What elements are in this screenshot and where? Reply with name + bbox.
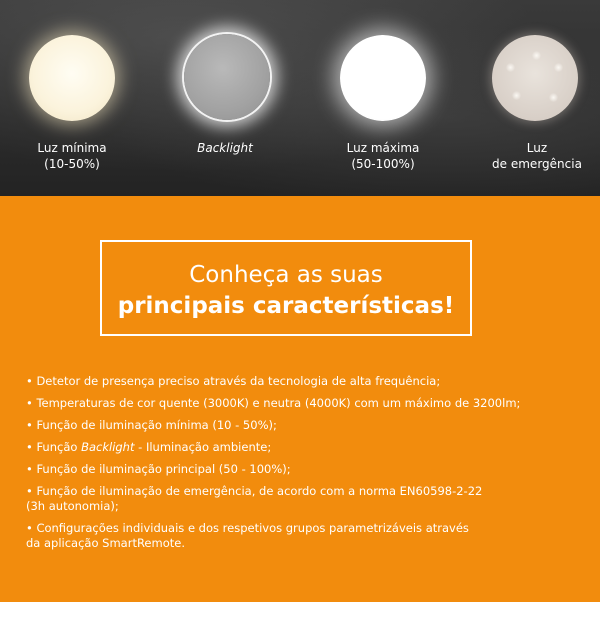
feature-item: • Detetor de presença preciso através da tecnologia de alta frequência;	[26, 374, 441, 388]
lamp-backlight-image	[184, 34, 270, 120]
section-title-bold: principais características!	[117, 293, 455, 319]
features-list	[26, 374, 566, 558]
feature-item: • Função de iluminação mínima (10 - 50%);	[26, 418, 277, 432]
feature-item: • Temperaturas de cor quente (3000K) e neutra (4000K) com um máximo de 3200lm;	[26, 396, 521, 410]
lamp-label-line: Backlight	[197, 141, 253, 155]
lamp-emergency-light-image	[492, 35, 578, 121]
feature-item	[26, 484, 566, 514]
feature-item: • Função de iluminação principal (50 - 100%);	[26, 462, 291, 476]
lamp-label-maximum	[318, 140, 448, 172]
hero-lighting-modes	[0, 0, 600, 196]
lamp-label-line: Luz mínima	[37, 141, 107, 155]
feature-text: • Função de iluminação de emergência, de acordo com a norma EN60598-2-22	[26, 484, 483, 498]
lamp-label-line: (10-50%)	[44, 157, 100, 171]
lamp-label-backlight	[160, 140, 290, 156]
lamp-maximum-light-image	[340, 35, 426, 121]
lamp-label-line: (50-100%)	[351, 157, 415, 171]
feature-emphasis: Backlight	[81, 440, 135, 454]
lamp-label-emergency	[472, 140, 600, 172]
lamp-label-line: Luz máxima	[346, 141, 420, 155]
feature-text: (3h autonomia);	[26, 499, 119, 513]
feature-text: • Função	[26, 440, 82, 454]
lamp-label-line: Luz	[526, 141, 548, 155]
lamp-label-minimum	[7, 140, 137, 172]
feature-text: - Iluminação ambiente;	[134, 440, 272, 454]
lamp-label-line: de emergência	[492, 157, 582, 171]
section-title-box	[100, 240, 472, 336]
feature-text: • Configurações individuais e dos respetivos grupos parametrizáveis através	[26, 521, 469, 535]
section-title-light: Conheça as suas	[189, 262, 383, 288]
lamp-minimum-light-image	[29, 35, 115, 121]
feature-text: da aplicação SmartRemote.	[26, 536, 185, 550]
feature-item	[26, 521, 566, 551]
feature-item	[26, 440, 566, 455]
